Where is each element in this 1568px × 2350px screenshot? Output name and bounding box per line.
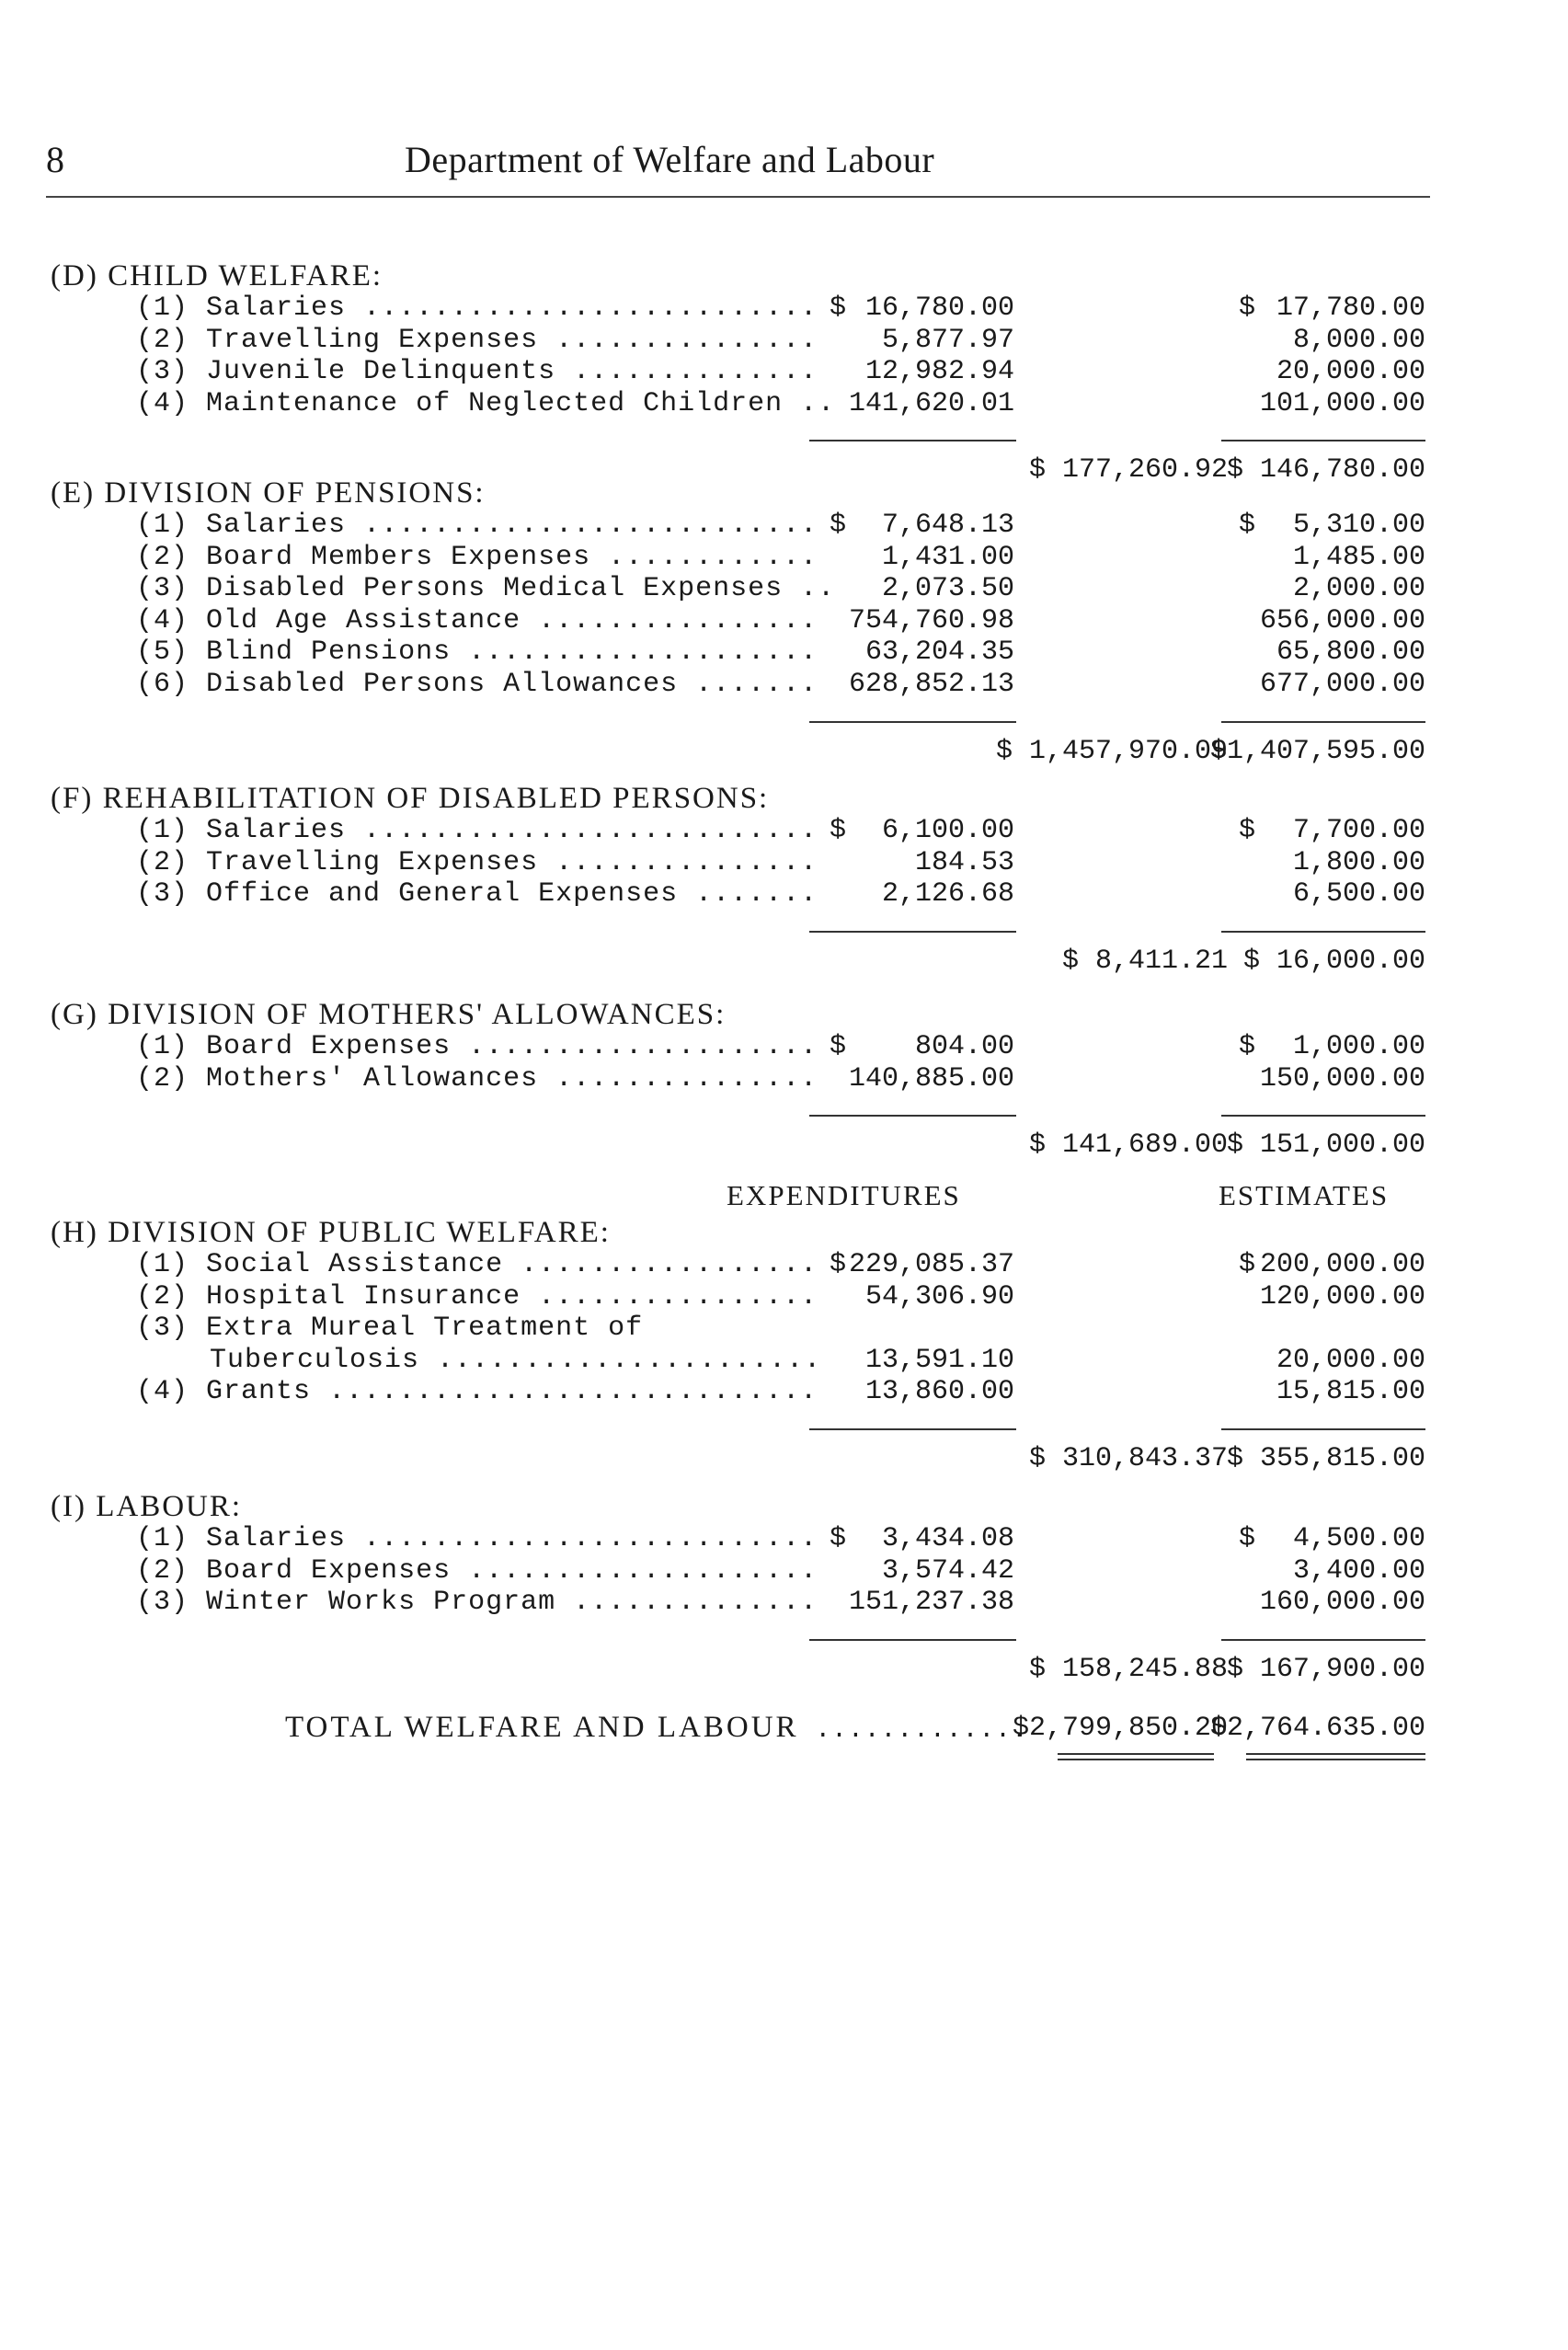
expenditure-amount: 7,648.13 bbox=[881, 510, 1014, 541]
line-item-text: Tuberculosis bbox=[210, 1345, 420, 1376]
section-title bbox=[51, 259, 383, 293]
subtotal-expenditures: $ 158,245.88 bbox=[1028, 1654, 1228, 1685]
section-title bbox=[51, 998, 726, 1032]
line-item-text: Salaries bbox=[206, 510, 347, 541]
subtotal-row bbox=[0, 1129, 1568, 1163]
estimate-amount: 20,000.00 bbox=[1276, 1345, 1425, 1376]
section-title bbox=[51, 476, 486, 510]
line-item-text: Blind Pensions bbox=[206, 636, 452, 668]
estimate-amount: 1,485.00 bbox=[1292, 542, 1425, 573]
section-letter: (H) bbox=[51, 1216, 98, 1249]
expenditure-amount: 63,204.35 bbox=[864, 636, 1014, 668]
line-item bbox=[0, 1031, 1568, 1063]
line-item-number: (2) bbox=[136, 325, 189, 356]
estimate-amount: 15,815.00 bbox=[1276, 1376, 1425, 1407]
line-item bbox=[0, 1376, 1568, 1408]
expenditure-amount: 13,860.00 bbox=[864, 1376, 1014, 1407]
column-header-estimates: ESTIMATES bbox=[1219, 1179, 1390, 1211]
line-item-number: (1) bbox=[136, 815, 189, 846]
section-title bbox=[51, 1490, 242, 1524]
line-item-number: (1) bbox=[136, 1031, 189, 1062]
subtotal-rule-expenditures bbox=[809, 1639, 1016, 1641]
subtotal-expenditures: $ 8,411.21 bbox=[1061, 946, 1228, 977]
line-item bbox=[0, 510, 1568, 542]
line-item-text: Juvenile Delinquents bbox=[206, 356, 556, 387]
total-double-rule-expenditures bbox=[1058, 1753, 1214, 1760]
estimate-amount: 65,800.00 bbox=[1276, 636, 1425, 668]
section-heading: DIVISION OF MOTHERS' ALLOWANCES: bbox=[108, 998, 727, 1031]
line-item-text: Hospital Insurance bbox=[206, 1281, 521, 1313]
line-item-text: Travelling Expenses bbox=[206, 847, 539, 878]
subtotal-estimates: $1,407,595.00 bbox=[1209, 736, 1425, 767]
subtotal-rule-estimates bbox=[1221, 931, 1425, 933]
subtotal-rule-estimates bbox=[1221, 440, 1425, 441]
estimate-amount: 17,780.00 bbox=[1276, 292, 1425, 324]
line-item-number: (4) bbox=[136, 1376, 189, 1407]
subtotal-rule-estimates bbox=[1221, 1428, 1425, 1430]
expenditure-amount: 5,877.97 bbox=[881, 325, 1014, 356]
section-title bbox=[51, 782, 769, 816]
line-item-number: (3) bbox=[136, 356, 189, 387]
expenditure-amount: 13,591.10 bbox=[864, 1345, 1014, 1376]
expenditure-amount: 54,306.90 bbox=[864, 1281, 1014, 1313]
line-item bbox=[0, 356, 1568, 388]
line-item-number: (1) bbox=[136, 292, 189, 324]
section-title bbox=[51, 1216, 611, 1250]
subtotal-rule-estimates bbox=[1221, 721, 1425, 723]
line-item bbox=[0, 388, 1568, 420]
estimate-amount: 101,000.00 bbox=[1259, 388, 1425, 419]
total-expenditures: $2,799,850.20 bbox=[1012, 1713, 1228, 1744]
estimate-amount: 4,500.00 bbox=[1292, 1523, 1425, 1554]
estimate-amount: 677,000.00 bbox=[1259, 669, 1425, 700]
line-item-label bbox=[136, 1249, 817, 1280]
subtotal-rule-expenditures bbox=[809, 1428, 1016, 1430]
line-item-label bbox=[136, 1587, 817, 1618]
section-heading: REHABILITATION OF DISABLED PERSONS: bbox=[102, 782, 770, 815]
estimate-amount: 7,700.00 bbox=[1292, 815, 1425, 846]
line-item-label bbox=[136, 573, 836, 604]
total-double-rule-estimates bbox=[1246, 1753, 1425, 1760]
subtotal-expenditures: $ 1,457,970.09 bbox=[995, 736, 1228, 767]
subtotal-estimates: $ 355,815.00 bbox=[1226, 1443, 1425, 1474]
expenditure-amount: 628,852.13 bbox=[848, 669, 1014, 700]
currency-sign: $ bbox=[830, 510, 847, 541]
section-letter: (D) bbox=[51, 259, 98, 292]
currency-sign: $ bbox=[1239, 1031, 1256, 1062]
currency-sign: $ bbox=[1239, 815, 1256, 846]
estimate-amount: 20,000.00 bbox=[1276, 356, 1425, 387]
estimate-amount: 3,400.00 bbox=[1292, 1555, 1425, 1587]
subtotal-estimates: $ 151,000.00 bbox=[1226, 1129, 1425, 1161]
expenditure-amount: 2,126.68 bbox=[881, 878, 1014, 910]
expenditure-amount: 3,434.08 bbox=[881, 1523, 1014, 1554]
expenditure-amount: 754,760.98 bbox=[848, 605, 1014, 636]
line-item-label bbox=[136, 1555, 817, 1587]
line-item-text: Grants bbox=[206, 1376, 312, 1407]
line-item bbox=[0, 1345, 1568, 1377]
expenditure-amount: 3,574.42 bbox=[881, 1555, 1014, 1587]
line-item bbox=[0, 878, 1568, 911]
line-item-label bbox=[136, 388, 836, 419]
estimate-amount: 5,310.00 bbox=[1292, 510, 1425, 541]
line-item-label bbox=[136, 510, 817, 541]
line-item-label bbox=[136, 325, 817, 356]
subtotal-estimates: $ 146,780.00 bbox=[1226, 454, 1425, 486]
line-item-text: Disabled Persons Allowances bbox=[206, 669, 679, 700]
section-heading: DIVISION OF PENSIONS: bbox=[104, 476, 486, 510]
header-rule bbox=[46, 196, 1430, 198]
subtotal-estimates: $ 167,900.00 bbox=[1226, 1654, 1425, 1685]
line-item-label bbox=[136, 636, 817, 668]
subtotal-expenditures: $ 310,843.37 bbox=[1028, 1443, 1228, 1474]
currency-sign: $ bbox=[830, 1249, 847, 1280]
line-item-text: Board Expenses bbox=[206, 1031, 452, 1062]
currency-sign: $ bbox=[1239, 1523, 1256, 1554]
section-heading: DIVISION OF PUBLIC WELFARE: bbox=[108, 1216, 611, 1249]
running-head: Department of Welfare and Labour bbox=[405, 139, 935, 180]
line-item-text: Mothers' Allowances bbox=[206, 1063, 539, 1095]
line-item-number: (2) bbox=[136, 1063, 189, 1095]
line-item bbox=[0, 636, 1568, 669]
expenditure-amount: 140,885.00 bbox=[848, 1063, 1014, 1095]
estimate-amount: 1,800.00 bbox=[1292, 847, 1425, 878]
line-item-number: (2) bbox=[136, 1281, 189, 1313]
line-item bbox=[0, 325, 1568, 357]
subtotal-row bbox=[0, 946, 1568, 979]
line-item-text: Board Expenses bbox=[206, 1555, 452, 1587]
subtotal-rule-expenditures bbox=[809, 440, 1016, 441]
line-item-text: Salaries bbox=[206, 292, 347, 324]
line-item-number: (4) bbox=[136, 388, 189, 419]
line-item-text: Salaries bbox=[206, 1523, 347, 1554]
subtotal-rule-expenditures bbox=[809, 721, 1016, 723]
section-letter: (I) bbox=[51, 1490, 86, 1523]
line-item-number: (5) bbox=[136, 636, 189, 668]
line-item-label bbox=[136, 847, 817, 878]
currency-sign: $ bbox=[1239, 292, 1256, 324]
section-heading: CHILD WELFARE: bbox=[108, 259, 383, 292]
line-item-text: Old Age Assistance bbox=[206, 605, 521, 636]
line-item-label bbox=[136, 669, 817, 700]
section-letter: (E) bbox=[51, 476, 96, 510]
expenditure-amount: 1,431.00 bbox=[881, 542, 1014, 573]
line-item bbox=[0, 815, 1568, 847]
line-item-label bbox=[136, 1031, 817, 1062]
line-item-label bbox=[136, 1313, 817, 1344]
line-item-number: (1) bbox=[136, 1523, 189, 1554]
line-item-text: Maintenance of Neglected Children .. bbox=[206, 388, 836, 419]
line-item-number: (3) bbox=[136, 573, 189, 604]
line-item-text: Extra Mureal Treatment of bbox=[206, 1313, 644, 1344]
line-item-number: (3) bbox=[136, 1587, 189, 1618]
subtotal-row bbox=[0, 1443, 1568, 1476]
line-item-number: (1) bbox=[136, 1249, 189, 1280]
line-item-number: (2) bbox=[136, 542, 189, 573]
currency-sign: $ bbox=[830, 292, 847, 324]
line-item-label bbox=[136, 605, 817, 636]
subtotal-expenditures: $ 177,260.92 bbox=[1028, 454, 1228, 486]
line-item bbox=[0, 1063, 1568, 1095]
subtotal-estimates: $ 16,000.00 bbox=[1242, 946, 1425, 977]
subtotal-row bbox=[0, 1654, 1568, 1687]
total-label: TOTAL WELFARE AND LABOUR ..... bbox=[285, 1711, 1021, 1745]
line-item-label bbox=[136, 1523, 817, 1554]
line-item-number: (2) bbox=[136, 847, 189, 878]
line-item bbox=[0, 1313, 1568, 1345]
line-item bbox=[0, 1249, 1568, 1281]
line-item-text: Board Members Expenses bbox=[206, 542, 591, 573]
expenditure-amount: 151,237.38 bbox=[848, 1587, 1014, 1618]
line-item-label bbox=[136, 878, 817, 910]
currency-sign: $ bbox=[1239, 1249, 1256, 1280]
expenditure-amount: 229,085.37 bbox=[848, 1249, 1014, 1280]
line-item bbox=[0, 1587, 1568, 1619]
line-item bbox=[0, 669, 1568, 701]
line-item-label bbox=[136, 815, 817, 846]
currency-sign: $ bbox=[1239, 510, 1256, 541]
line-item-number: (6) bbox=[136, 669, 189, 700]
line-item-text: Office and General Expenses bbox=[206, 878, 679, 910]
line-item-text: Salaries bbox=[206, 815, 347, 846]
currency-sign: $ bbox=[830, 1523, 847, 1554]
estimate-amount: 6,500.00 bbox=[1292, 878, 1425, 910]
section-letter: (F) bbox=[51, 782, 94, 815]
subtotal-expenditures: $ 141,689.00 bbox=[1028, 1129, 1228, 1161]
line-item-number: (2) bbox=[136, 1555, 189, 1587]
section-letter: (G) bbox=[51, 998, 98, 1031]
line-item bbox=[0, 1281, 1568, 1313]
expenditure-amount: 12,982.94 bbox=[864, 356, 1014, 387]
line-item-number: (1) bbox=[136, 510, 189, 541]
line-item bbox=[0, 292, 1568, 325]
estimate-amount: 200,000.00 bbox=[1259, 1249, 1425, 1280]
line-item-number: (4) bbox=[136, 605, 189, 636]
subtotal-rule-estimates bbox=[1221, 1639, 1425, 1641]
line-item-label bbox=[136, 356, 817, 387]
subtotal-row bbox=[0, 736, 1568, 769]
line-item bbox=[0, 542, 1568, 574]
page-number: 8 bbox=[46, 139, 64, 180]
line-item-label bbox=[210, 1345, 817, 1376]
section-heading: LABOUR: bbox=[96, 1490, 243, 1523]
estimate-amount: 1,000.00 bbox=[1292, 1031, 1425, 1062]
line-item bbox=[0, 605, 1568, 637]
line-item-number: (3) bbox=[136, 1313, 189, 1344]
line-item bbox=[0, 1555, 1568, 1588]
total-estimates: $2,764.635.00 bbox=[1209, 1713, 1425, 1744]
currency-sign: $ bbox=[830, 815, 847, 846]
estimate-amount: 120,000.00 bbox=[1259, 1281, 1425, 1313]
line-item bbox=[0, 847, 1568, 879]
estimate-amount: 150,000.00 bbox=[1259, 1063, 1425, 1095]
expenditure-amount: 16,780.00 bbox=[864, 292, 1014, 324]
subtotal-rule-expenditures bbox=[809, 1115, 1016, 1117]
subtotal-rule-estimates bbox=[1221, 1115, 1425, 1117]
line-item-label bbox=[136, 1376, 817, 1407]
line-item-text: Travelling Expenses bbox=[206, 325, 539, 356]
currency-sign: $ bbox=[830, 1031, 847, 1062]
expenditure-amount: 141,620.01 bbox=[848, 388, 1014, 419]
line-item-label bbox=[136, 542, 817, 573]
expenditure-amount: 184.53 bbox=[914, 847, 1014, 878]
line-item-label bbox=[136, 1063, 817, 1095]
line-item-text: Disabled Persons Medical Expenses .. bbox=[206, 573, 836, 604]
line-item bbox=[0, 1523, 1568, 1555]
subtotal-rule-expenditures bbox=[809, 931, 1016, 933]
line-item bbox=[0, 573, 1568, 605]
estimate-amount: 8,000.00 bbox=[1292, 325, 1425, 356]
line-item-number: (3) bbox=[136, 878, 189, 910]
expenditure-amount: 2,073.50 bbox=[881, 573, 1014, 604]
estimate-amount: 656,000.00 bbox=[1259, 605, 1425, 636]
line-item-text: Social Assistance bbox=[206, 1249, 504, 1280]
expenditure-amount: 6,100.00 bbox=[881, 815, 1014, 846]
expenditure-amount: 804.00 bbox=[914, 1031, 1014, 1062]
line-item-label bbox=[136, 292, 817, 324]
estimate-amount: 2,000.00 bbox=[1292, 573, 1425, 604]
line-item-text: Winter Works Program bbox=[206, 1587, 556, 1618]
line-item-label bbox=[136, 1281, 817, 1313]
estimate-amount: 160,000.00 bbox=[1259, 1587, 1425, 1618]
column-header-expenditures: EXPENDITURES bbox=[727, 1179, 961, 1211]
